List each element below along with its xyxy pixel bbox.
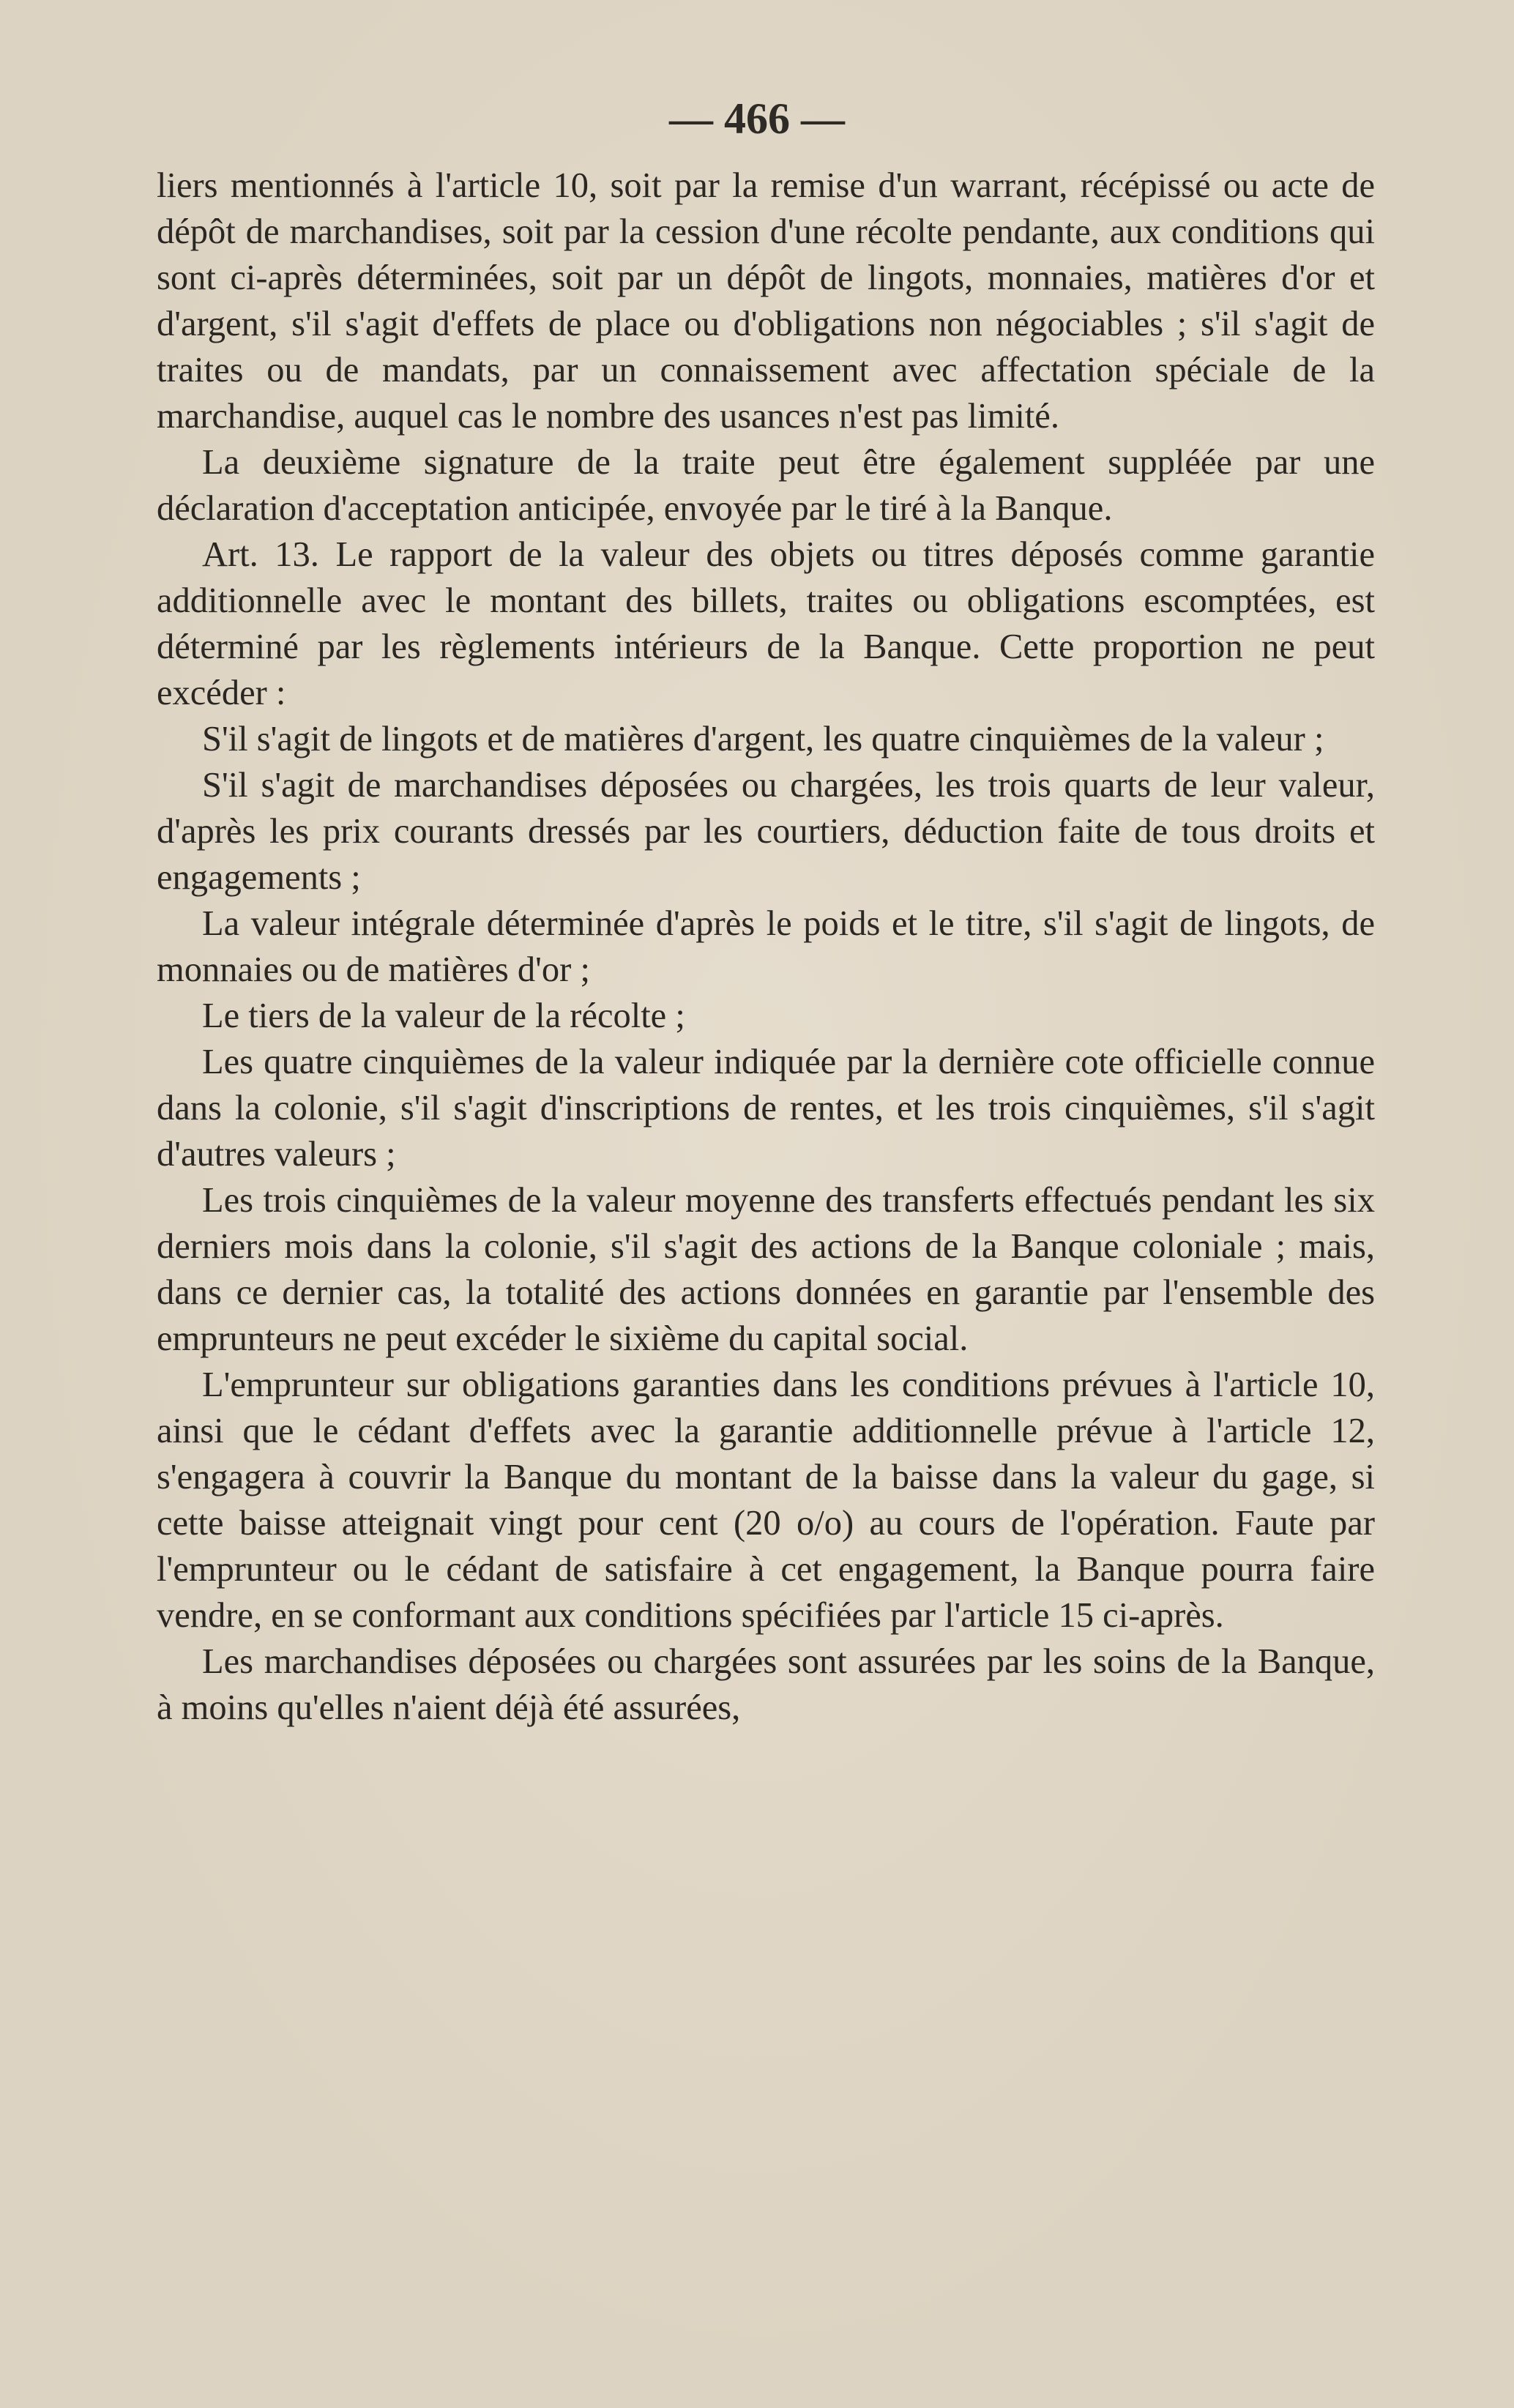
page-number: — 466 — xyxy=(669,94,845,143)
paragraph-article-13: Art. 13. Le rapport de la valeur des objets ou titres déposés comme garantie additionnelle avec le montant des billets, traites ou obligations escomptées, est déterminé par les règlements intérieurs de la Banque. Cette proportion ne peut excéder : xyxy=(157,535,1375,712)
paragraph-emprunteur: L'emprunteur sur obligations garanties dans les conditions prévues à l'article 10, ainsi que le cédant d'effets avec la garantie additionnelle prévue à l'article 12, s'engagera à couvrir la Banque du montant de la baisse dans la valeur du gage, si cette baisse atteignait vingt pour cent (20 o/o) au cours de l'opération. Faute par l'emprunteur ou le cédant de satisfaire à cet engagement, la Banque pourra faire vendre, en se conformant aux conditions spécifiées par l'article 15 ci-après. xyxy=(157,1365,1375,1635)
paragraph-tiers-recolte: Le tiers de la valeur de la récolte ; xyxy=(202,996,685,1035)
paragraph-deuxieme-signature: La deuxième signature de la traite peut être également suppléée par une déclaration d'acceptation anticipée, envoyée par le tiré à la Banque. xyxy=(157,443,1375,528)
paragraph-marchandises-assurees: Les marchandises déposées ou chargées sont assurées par les soins de la Banque, à moins qu'elles n'aient déjà été assurées, xyxy=(157,1642,1375,1727)
paragraph-quatre-cinquiemes: Les quatre cinquièmes de la valeur indiquée par la dernière cote officielle connue dans la colonie, s'il s'agit d'inscriptions de rentes, et les trois cinquièmes, s'il s'agit d'autres valeurs ; xyxy=(157,1043,1375,1174)
paragraph-trois-cinquiemes: Les trois cinquièmes de la valeur moyenne des transferts effectués pendant les six derniers mois dans la colonie, s'il s'agit des actions de la Banque coloniale ; mais, dans ce dernier cas, la totalité des actions données en garantie par l'ensemble des emprunteurs ne peut excéder le sixième du capital social. xyxy=(157,1181,1375,1358)
paragraph-valeur-integrale: La valeur intégrale déterminée d'après le poids et le titre, s'il s'agit de lingots, de monnaies ou de matières d'or ; xyxy=(157,904,1375,989)
paragraph-lingots-argent: S'il s'agit de lingots et de matières d'argent, les quatre cinquièmes de la valeur ; xyxy=(202,720,1324,758)
paragraph-marchandises: S'il s'agit de marchandises déposées ou chargées, les trois quarts de leur valeur, d'après les prix courants dressés par les courtiers, déduction faite de tous droits et engagements ; xyxy=(157,766,1375,897)
body-text xyxy=(157,163,1375,1731)
paragraph-continuation: liers mentionnés à l'article 10, soit par la remise d'un warrant, récépissé ou acte de dépôt de marchandises, soit par la cession d'une récolte pendante, aux conditions qui sont ci-après déterminées, soit par un dépôt de lingots, monnaies, matières d'or et d'argent, s'il s'agit d'effets de place ou d'obligations non négociables ; s'il s'agit de traites ou de mandats, par un connaissement avec affectation spéciale de la marchandise, auquel cas le nombre des usances n'est pas limité. xyxy=(157,166,1375,436)
